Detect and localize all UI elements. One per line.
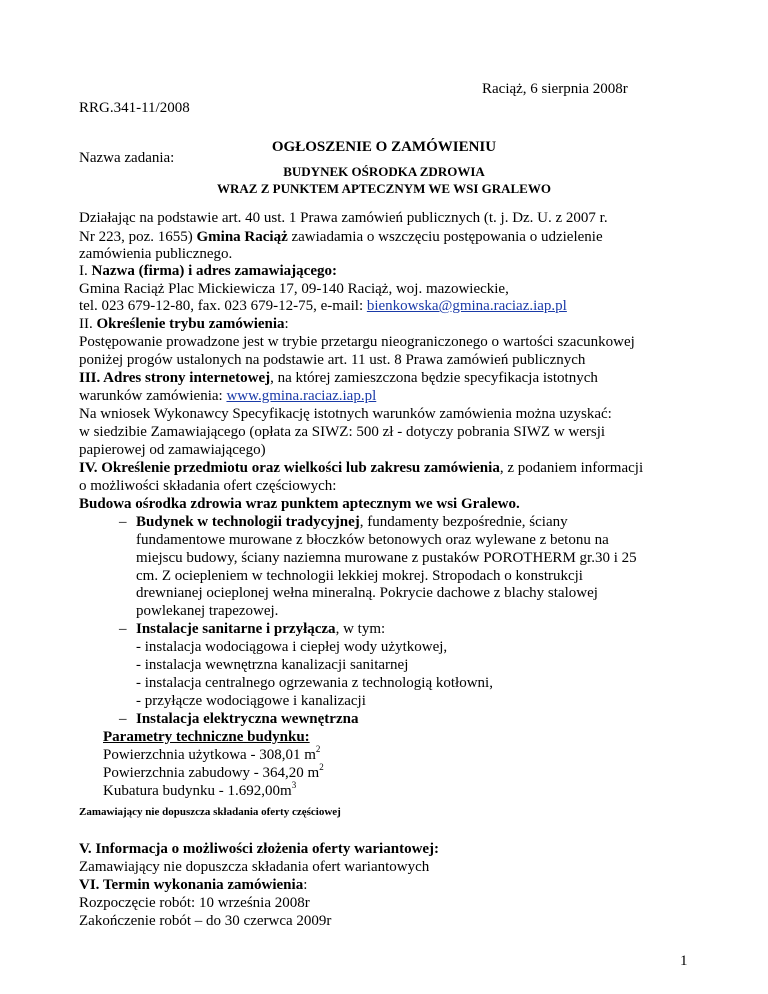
partial-offer-note: Zamawiający nie dopuszcza składania oferty częściowej <box>79 806 341 818</box>
section-4-heading: IV. Określenie przedmiotu oraz wielkości lub zakresu zamówienia, z podaniem informacji <box>79 460 644 476</box>
bullet-3-line1: Instalacja elektryczna wewnętrzna <box>136 711 359 727</box>
section-1-heading: I. Nazwa (firma) i adres zamawiającego: <box>79 263 337 279</box>
task-label: Nazwa zadania: <box>79 150 175 166</box>
param-volume: Kubatura budynku - $1.692,00m^3$ <box>103 780 297 799</box>
section-3-line5: papierowej od zamawiającego) <box>79 442 266 458</box>
bullet-2-item3: - instalacja centralnego ogrzewania z technologią kotłowni, <box>136 675 493 691</box>
bullet-dash: – <box>119 711 127 727</box>
section-6-heading: VI. Termin wykonania zamówienia: <box>79 877 308 893</box>
page-title: OGŁOSZENIE O ZAMÓWIENIU <box>271 139 497 155</box>
bullet-1-line4: cm. Z ociepleniem w technologii lekkiej mokrej. Stropodach o konstrukcji <box>136 568 583 584</box>
bullet-2-item2: - instalacja wewnętrzna kanalizacji sanitarnej <box>136 657 409 673</box>
website-link[interactable]: www.gmina.raciaz.iap.pl <box>226 388 377 404</box>
section-5-line1: Zamawiający nie dopuszcza składania ofert wariantowych <box>79 859 430 875</box>
bullet-dash: – <box>119 621 127 637</box>
bullet-1-line5: drewnianej ocieplonej wełna mineralną. Pokrycie dachowe z blachy stalowej <box>136 585 598 601</box>
intro-line2: Nr 223, poz. 1655) Gmina Raciąż zawiadamia o wszczęciu postępowania o udzielenie <box>79 229 603 245</box>
params-heading: Parametry techniczne budynku: <box>103 729 310 745</box>
section-3-line4: w siedzibie Zamawiającego (opłata za SIWZ: 500 zł - dotyczy pobrania SIWZ w wersji <box>79 424 606 440</box>
intro-line3: zamówienia publicznego. <box>79 246 233 262</box>
section-2-line2: poniżej progów ustalonych na podstawie art. 11 ust. 8 Prawa zamówień publicznych <box>79 352 586 368</box>
reference-number: RRG.341-11/2008 <box>79 100 190 116</box>
bullet-1-line3: miejscu budowy, ściany naziemna murowane z pustaków POROTHERM gr.30 i 25 <box>136 550 637 566</box>
bullet-1-line6: powlekanej trapezowej. <box>136 603 279 619</box>
bullet-1-line2: fundamentowe murowane z błoczków betonowych oraz wylewane z betonu na <box>136 532 609 548</box>
section-6-start: Rozpoczęcie robót: 10 września 2008r <box>79 895 310 911</box>
page-number: 1 <box>680 953 688 969</box>
bullet-1-line1: Budynek w technologii tradycyjnej, fundamenty bezpośrednie, ściany <box>136 514 568 530</box>
bullet-2-line1: Instalacje sanitarne i przyłącza, w tym: <box>136 621 386 637</box>
section-4-subject: Budowa ośrodka zdrowia wraz punktem aptecznym we wsi Gralewo. <box>79 496 520 512</box>
section-3-heading: III. Adres strony internetowej, na której zamieszczona będzie specyfikacja istotnych <box>79 370 598 386</box>
section-2-heading: II. Określenie trybu zamówienia: <box>79 316 289 332</box>
section-3-line3: Na wniosek Wykonawcy Specyfikację istotnych warunków zamówienia można uzyskać: <box>79 406 612 422</box>
section-1-contact: tel. 023 679-12-80, fax. 023 679-12-75, e-mail: bienkowska@gmina.raciaz.iap.pl <box>79 298 567 314</box>
bullet-2-item4: - przyłącze wodociągowe i kanalizacji <box>136 693 366 709</box>
section-6-end: Zakończenie robót – do 30 czerwca 2009r <box>79 913 332 929</box>
section-1-address: Gmina Raciąż Plac Mickiewicza 17, 09-140 Raciąż, woj. mazowieckie, <box>79 281 509 297</box>
section-3-line2: warunków zamówienia: www.gmina.raciaz.iap.pl <box>79 388 377 404</box>
section-2-line1: Postępowanie prowadzone jest w trybie przetargu nieograniczonego o wartości szacunkowej <box>79 334 635 350</box>
section-4-line2: o możliwości składania ofert częściowych: <box>79 478 337 494</box>
task-name-line1: BUDYNEK OŚRODKA ZDROWIA <box>283 164 485 179</box>
task-name-line2: WRAZ Z PUNKTEM APTECZNYM WE WSI GRALEWO <box>217 181 551 196</box>
bullet-2-item1: - instalacja wodociągowa i ciepłej wody użytkowej, <box>136 639 448 655</box>
bullet-dash: – <box>119 514 127 530</box>
param-built-area: Powierzchnia zabudowy - 364,20 $m^2$ <box>103 762 324 781</box>
email-link[interactable]: bienkowska@gmina.raciaz.iap.pl <box>366 298 567 314</box>
param-usable-area: Powierzchnia użytkowa - 308,01 $m^2$ <box>103 744 321 763</box>
place-date: Raciąż, 6 sierpnia 2008r <box>482 81 628 97</box>
intro-line1: Działając na podstawie art. 40 ust. 1 Prawa zamówień publicznych (t. j. Dz. U. z 2007 r. <box>79 210 608 226</box>
section-5-heading: V. Informacja o możliwości złożenia oferty wariantowej: <box>79 841 440 857</box>
